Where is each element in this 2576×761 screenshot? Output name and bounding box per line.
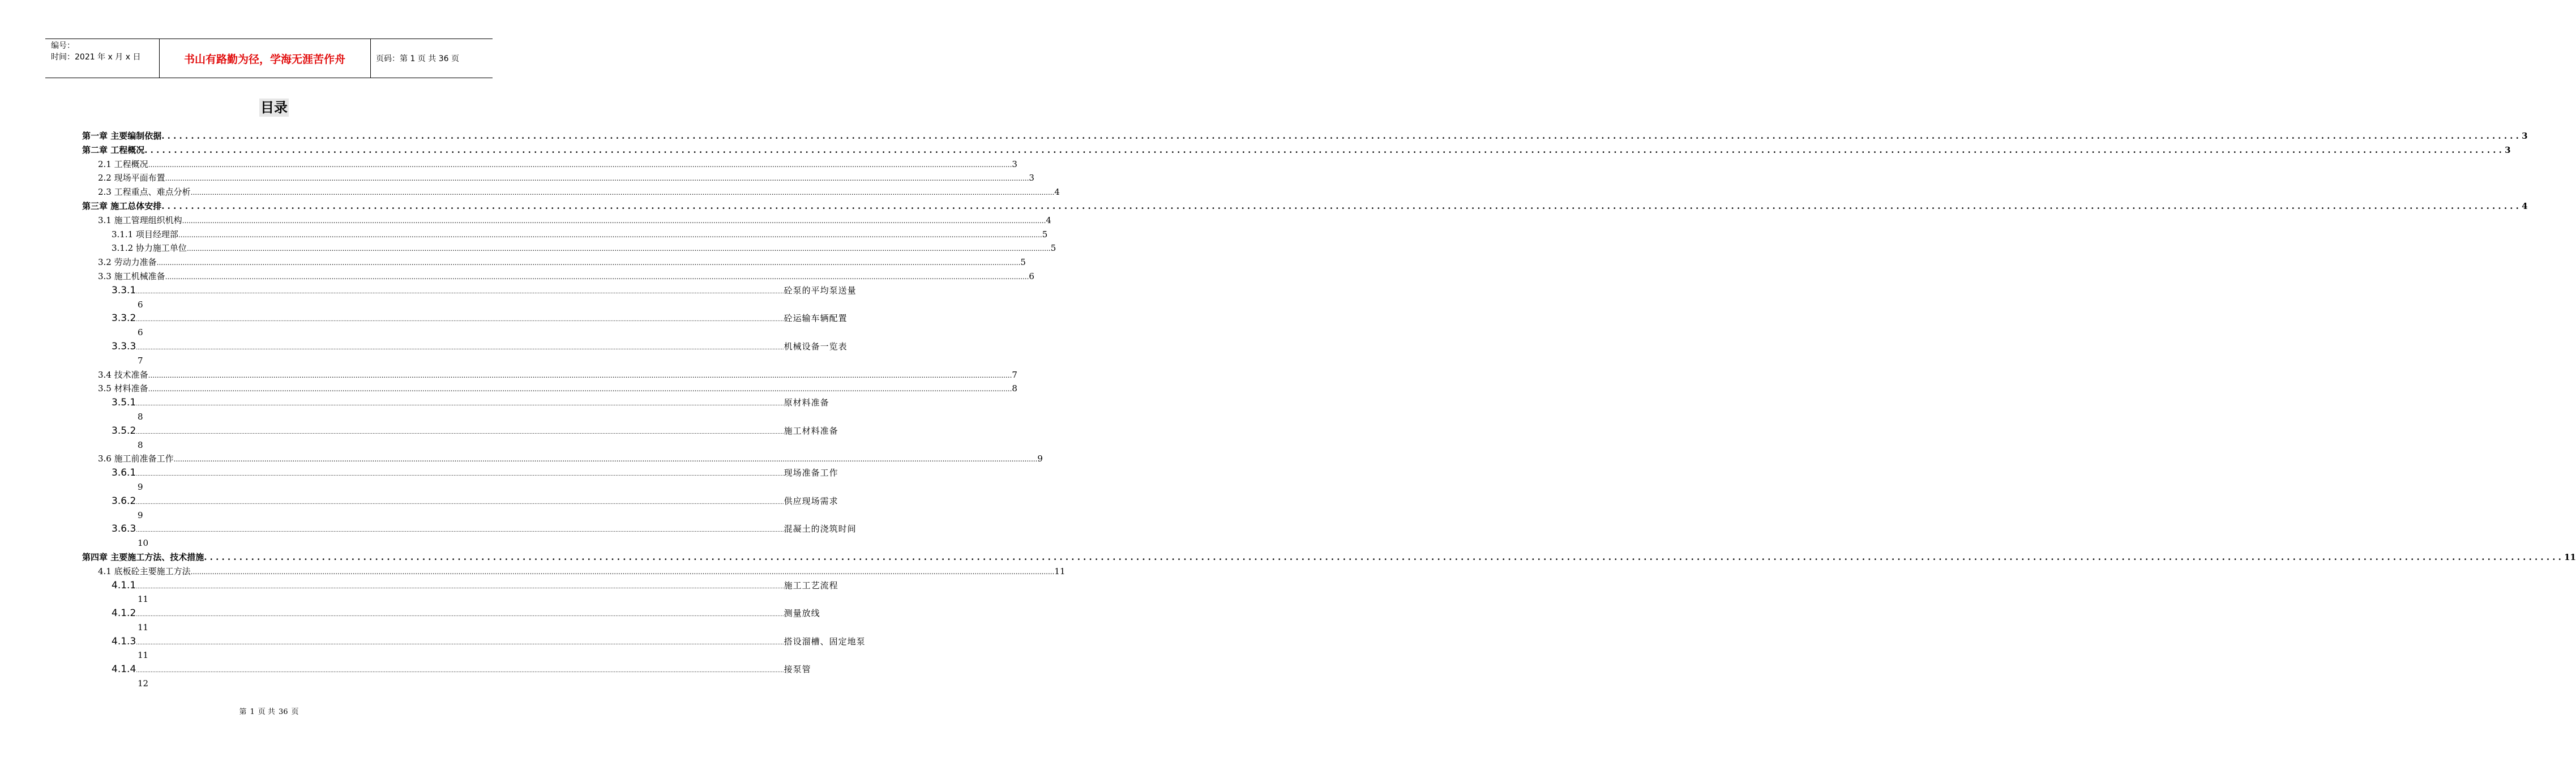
- toc-entry-page: 11: [2564, 551, 2576, 562]
- toc-leader-dots: ................................................................................................................................................................................................................................................................................................................................................................................................................: [182, 216, 1046, 225]
- toc-entry-number: 4.1.4: [112, 664, 136, 676]
- toc-entry-label: 3.4 技术准备: [98, 369, 148, 380]
- toc-entry[interactable]: [82, 129, 2528, 143]
- toc-entry-page: 9: [138, 481, 143, 492]
- toc-leader-dots: ................................................................................................................................................................................................................................................................................................................................................................................................................: [204, 551, 2565, 562]
- toc-leader-dots: ................................................................................................................................................................................................................................................................................................................................................................................................................: [144, 144, 2505, 155]
- toc-entry-number: 3.3.1: [112, 284, 136, 296]
- toc-entry-number: 4.1.1: [112, 579, 136, 591]
- toc-entry-label: 3.1 施工管理组织机构: [98, 215, 182, 225]
- toc-entry-label: 测量放线: [784, 608, 820, 619]
- toc-entry[interactable]: [82, 171, 1034, 185]
- footer-total-pages: 36: [278, 708, 288, 716]
- toc-entry[interactable]: [82, 157, 1017, 172]
- toc-leader-dots: ................................................................................................................................................................................................................................................................................................................................................................................................................: [173, 455, 1038, 464]
- toc-entry[interactable]: [82, 635, 866, 663]
- toc-entry[interactable]: [82, 662, 811, 691]
- toc-entry-label: 第三章 施工总体安排: [82, 200, 162, 211]
- toc-entry-label: 接泵管: [784, 664, 811, 675]
- toc-entry-page: 5: [1020, 257, 1026, 268]
- toc-entry-page: 9: [138, 510, 143, 520]
- toc-entry-label: 2.2 现场平面布置: [98, 173, 165, 183]
- toc-entry-label: 搭设溜槽、固定地泵: [784, 636, 866, 647]
- toc-entry-page: 11: [138, 594, 149, 605]
- toc-entry[interactable]: [82, 565, 1066, 579]
- toc-entry-label: 3.5 材料准备: [98, 383, 148, 394]
- header-page-info: 页码：第 1 页 共 36 页: [376, 54, 459, 63]
- toc-entry[interactable]: [82, 522, 857, 550]
- toc-entry-label: 3.2 劳动力准备: [98, 257, 157, 268]
- toc-entry-label: 砼运输车辆配置: [784, 313, 848, 324]
- header-meta: [51, 40, 140, 63]
- toc-entry-page: 8: [1012, 383, 1017, 394]
- footer-mid: 页 共: [258, 708, 275, 716]
- toc-entry[interactable]: [82, 213, 1051, 228]
- toc-title: 目录: [260, 100, 288, 116]
- toc-leader-dots: ................................................................................................................................................................................................................................................................................................................................................................................................................: [186, 245, 1051, 253]
- toc-entry-page: 4: [1054, 187, 1060, 198]
- toc-entry-number: 3.3.3: [112, 340, 136, 352]
- toc-leader-dots: ................................................................................................................................................................................................................................................................................................................................................................................................................: [190, 567, 1055, 576]
- toc-leader-dots: ................................................................................................................................................................................................................................................................................................................................................................................................................: [136, 429, 784, 435]
- toc-entry-page: 5: [1050, 243, 1056, 254]
- toc-entry-number: 4.1.2: [112, 608, 136, 619]
- toc-entry[interactable]: [82, 606, 820, 635]
- toc-entry-page: 6: [138, 327, 143, 338]
- toc-entry-label: 第一章 主要编制依据: [82, 131, 162, 141]
- header-motto: 书山有路勤为径，学海无涯苦作舟: [183, 53, 345, 66]
- toc-leader-dots: ................................................................................................................................................................................................................................................................................................................................................................................................................: [148, 371, 1012, 379]
- footer-suffix: 页: [291, 708, 299, 716]
- toc-entry[interactable]: [82, 270, 1034, 284]
- toc-entry-label: 施工工艺流程: [784, 580, 838, 591]
- toc-entry[interactable]: [82, 466, 838, 494]
- toc-leader-dots: ................................................................................................................................................................................................................................................................................................................................................................................................................: [136, 612, 784, 618]
- toc-entry-page: 4: [2522, 200, 2528, 211]
- toc-leader-dots: ................................................................................................................................................................................................................................................................................................................................................................................................................: [161, 131, 2522, 141]
- toc-entry-number: 3.3.2: [112, 313, 136, 324]
- document-header: [45, 39, 493, 78]
- toc-entry-page: 3: [1029, 173, 1034, 183]
- toc-entry-label: 原材料准备: [784, 397, 829, 408]
- toc-entry-page: 11: [138, 650, 149, 661]
- toc-entry-number: 3.6.3: [112, 523, 136, 535]
- toc-entry-label: 4.1 底板砼主要施工方法: [98, 566, 191, 576]
- toc-entry[interactable]: [82, 241, 1056, 255]
- toc-entry[interactable]: [82, 311, 848, 340]
- toc-entry[interactable]: [82, 185, 1060, 199]
- toc-leader-dots: ................................................................................................................................................................................................................................................................................................................................................................................................................: [136, 528, 784, 534]
- table-of-contents: [82, 129, 2576, 691]
- toc-entry[interactable]: [82, 143, 2511, 157]
- toc-leader-dots: ................................................................................................................................................................................................................................................................................................................................................................................................................: [148, 160, 1012, 169]
- toc-entry[interactable]: [82, 255, 1026, 270]
- toc-leader-dots: ................................................................................................................................................................................................................................................................................................................................................................................................................: [165, 272, 1029, 281]
- toc-leader-dots: ................................................................................................................................................................................................................................................................................................................................................................................................................: [136, 401, 784, 408]
- toc-entry-label: 混凝土的浇筑时间: [784, 524, 857, 535]
- toc-leader-dots: ................................................................................................................................................................................................................................................................................................................................................................................................................: [190, 189, 1055, 197]
- toc-entry-label: 施工材料准备: [784, 425, 838, 436]
- toc-entry-label: 砼泵的平均泵送量: [784, 285, 857, 296]
- footer-page-number: 1: [250, 708, 255, 716]
- toc-entry[interactable]: [82, 452, 1043, 466]
- page-footer: [0, 706, 538, 716]
- toc-entry[interactable]: [82, 284, 857, 312]
- toc-entry-number: 4.1.3: [112, 635, 136, 647]
- toc-entry-number: 3.5.2: [112, 425, 136, 437]
- toc-entry[interactable]: [82, 199, 2528, 213]
- toc-entry[interactable]: [82, 550, 2576, 565]
- toc-entry-page: 10: [138, 538, 149, 549]
- toc-entry-page: 4: [1046, 215, 1051, 225]
- toc-entry-page: 11: [138, 622, 149, 632]
- toc-entry-page: 9: [1037, 454, 1043, 464]
- toc-leader-dots: ................................................................................................................................................................................................................................................................................................................................................................................................................: [165, 174, 1029, 183]
- toc-entry-page: 3: [2505, 144, 2511, 155]
- toc-leader-dots: ................................................................................................................................................................................................................................................................................................................................................................................................................: [136, 317, 784, 323]
- header-divider: [370, 39, 371, 78]
- toc-entry-page: 7: [1012, 369, 1017, 380]
- toc-entry[interactable]: [82, 368, 1017, 382]
- toc-entry-label: 供应现场需求: [784, 495, 838, 506]
- toc-entry-page: 8: [138, 411, 143, 422]
- toc-entry-page: 6: [1029, 271, 1034, 281]
- toc-entry-page: 8: [138, 439, 143, 450]
- document-number-label: 编号：: [51, 41, 75, 50]
- toc-entry[interactable]: [82, 494, 838, 523]
- toc-entry-page: 6: [138, 299, 143, 310]
- toc-entry[interactable]: [82, 382, 1017, 396]
- toc-leader-dots: ................................................................................................................................................................................................................................................................................................................................................................................................................: [136, 472, 784, 478]
- toc-entry-label: 3.6 施工前准备工作: [98, 454, 174, 464]
- footer-prefix: 第: [239, 708, 247, 716]
- toc-entry[interactable]: [82, 340, 848, 368]
- toc-entry[interactable]: [82, 424, 838, 452]
- toc-entry-page: 12: [138, 678, 149, 689]
- toc-entry-page: 3: [2522, 131, 2528, 141]
- toc-leader-dots: ................................................................................................................................................................................................................................................................................................................................................................................................................: [136, 668, 784, 674]
- toc-entry-page: 3: [1012, 159, 1017, 169]
- toc-leader-dots: ................................................................................................................................................................................................................................................................................................................................................................................................................: [136, 289, 784, 295]
- toc-entry-label: 第二章 工程概况: [82, 144, 145, 155]
- toc-leader-dots: ................................................................................................................................................................................................................................................................................................................................................................................................................: [178, 230, 1042, 239]
- toc-entry-label: 2.3 工程重点、难点分析: [98, 187, 191, 198]
- toc-leader-dots: ................................................................................................................................................................................................................................................................................................................................................................................................................: [136, 584, 784, 590]
- toc-entry[interactable]: [82, 228, 1048, 242]
- toc-leader-dots: ................................................................................................................................................................................................................................................................................................................................................................................................................: [136, 640, 784, 646]
- toc-entry-label: 3.1.1 项目经理部: [112, 229, 178, 240]
- toc-entry-label: 3.1.2 协力施工单位: [112, 243, 187, 254]
- toc-entry-page: 5: [1042, 229, 1048, 240]
- toc-entry-label: 机械设备一览表: [784, 341, 848, 352]
- toc-entry[interactable]: [82, 396, 829, 424]
- toc-entry-page: 7: [138, 355, 143, 366]
- toc-entry-page: 11: [1054, 566, 1066, 576]
- toc-leader-dots: ................................................................................................................................................................................................................................................................................................................................................................................................................: [136, 499, 784, 506]
- toc-entry-label: 现场准备工作: [784, 468, 838, 478]
- toc-entry-number: 3.6.2: [112, 495, 136, 507]
- toc-entry[interactable]: [82, 579, 838, 607]
- toc-entry-number: 3.5.1: [112, 397, 136, 409]
- document-date: 时间：2021 年 x 月 x 日: [51, 53, 141, 62]
- toc-leader-dots: ................................................................................................................................................................................................................................................................................................................................................................................................................: [161, 200, 2522, 211]
- toc-entry-label: 2.1 工程概况: [98, 159, 148, 169]
- toc-leader-dots: ................................................................................................................................................................................................................................................................................................................................................................................................................: [136, 345, 784, 351]
- toc-entry-label: 3.3 施工机械准备: [98, 271, 165, 281]
- toc-entry-number: 3.6.1: [112, 467, 136, 479]
- toc-leader-dots: ................................................................................................................................................................................................................................................................................................................................................................................................................: [156, 259, 1021, 267]
- toc-entry-label: 第四章 主要施工方法、技术措施: [82, 551, 204, 562]
- toc-leader-dots: ................................................................................................................................................................................................................................................................................................................................................................................................................: [148, 385, 1012, 394]
